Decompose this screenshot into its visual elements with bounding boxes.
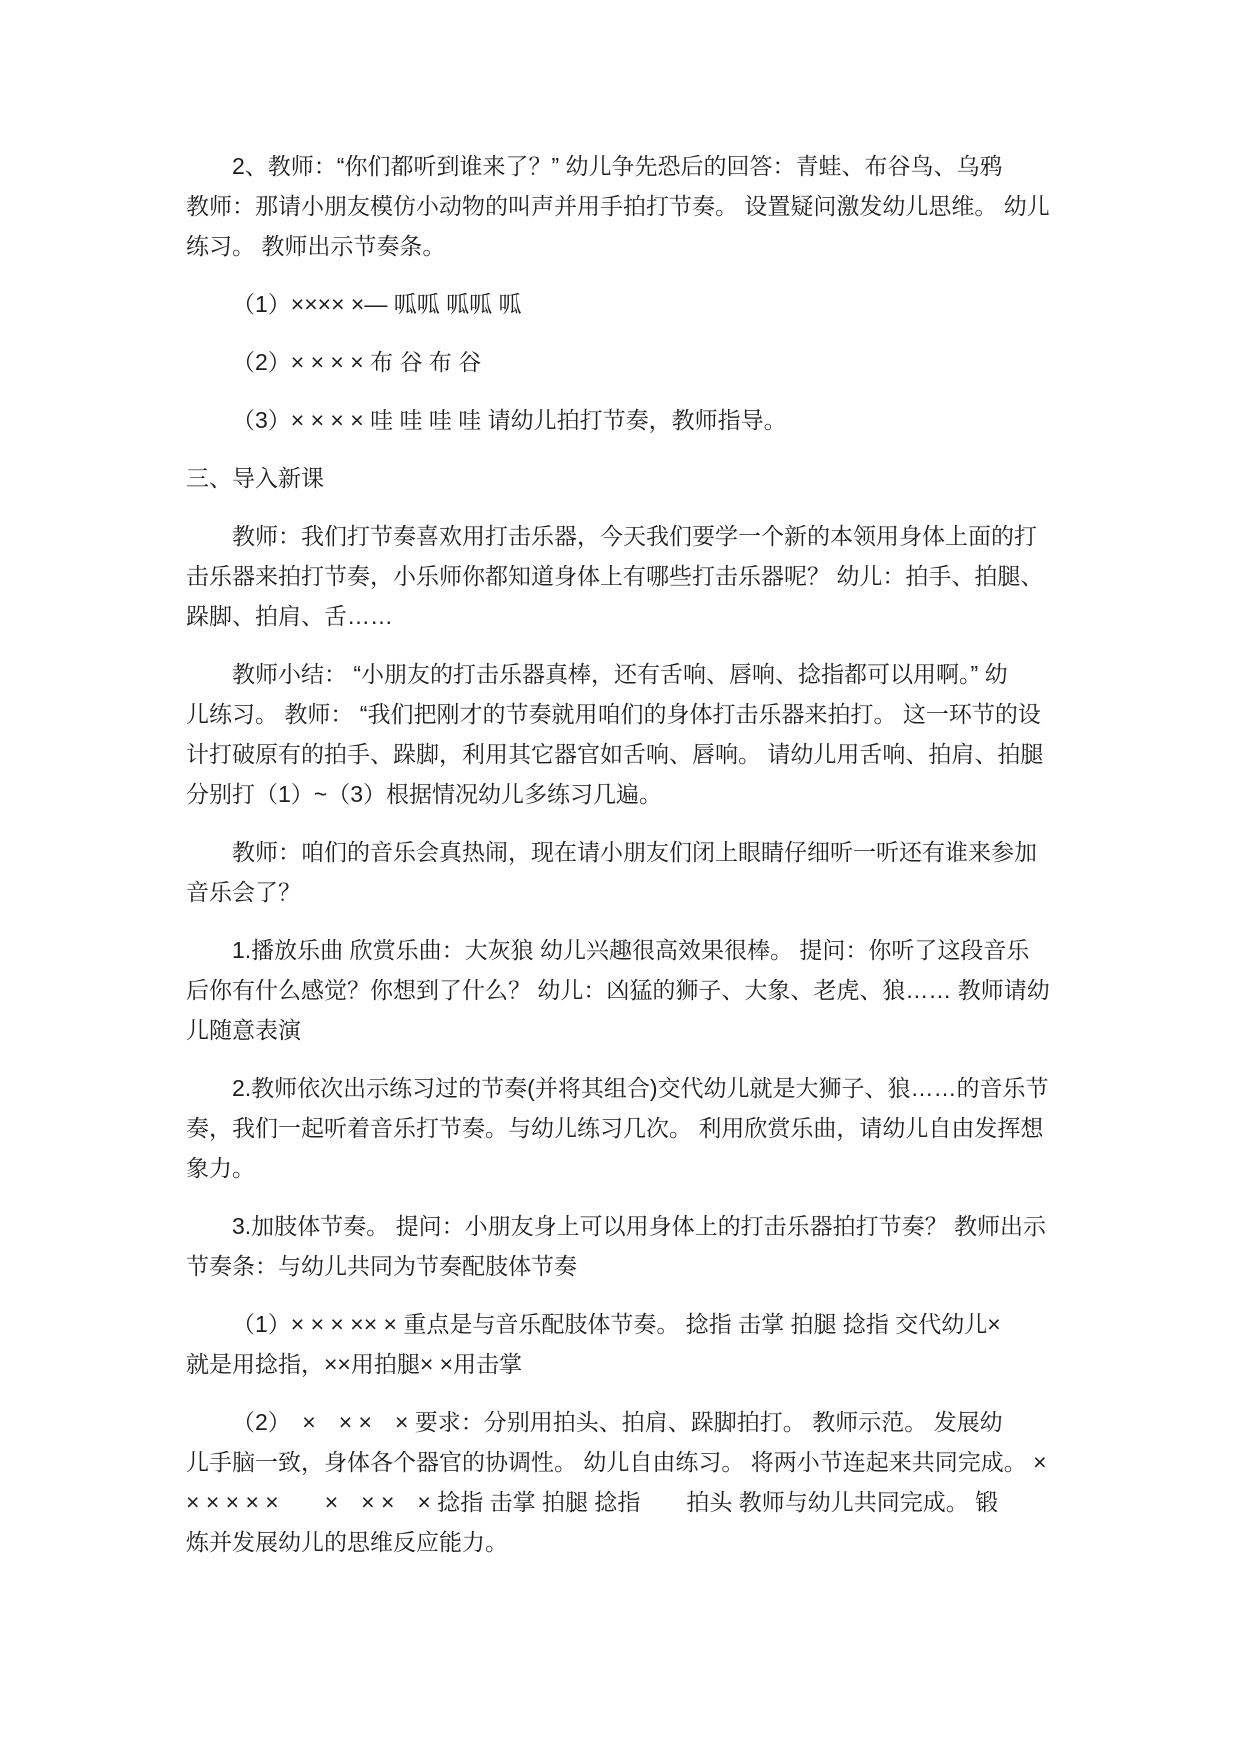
text-line: （2）× × × × 布 谷 布 谷 [232, 349, 482, 375]
text-line: 音乐会了？ [186, 879, 301, 905]
text-line: 奏，我们一起听着音乐打节奏。与幼儿练习几次。 利用欣赏乐曲，请幼儿自由发挥想 [186, 1115, 1044, 1141]
text-line: 击乐器来拍打节奏，小乐师你都知道身体上有哪些打击乐器呢？ 幼儿：拍手、拍腿、 [186, 563, 1044, 589]
text-line: 节奏条：与幼儿共同为节奏配肢体节奏 [186, 1253, 577, 1279]
text-line: 教师：那请小朋友模仿小动物的叫声并用手拍打节奏。 设置疑问激发幼儿思维。 幼儿 [186, 193, 1050, 219]
text-line: （1）× × × ×× × 重点是与音乐配肢体节奏。 捻指 击掌 拍腿 捻指 交代幼儿× [232, 1311, 1001, 1337]
text-line: 教师：我们打节奏喜欢用打击乐器，今天我们要学一个新的本领用身体上面的打 [232, 523, 1037, 549]
text-line: （3）× × × × 哇 哇 哇 哇 请幼儿拍打节奏，教师指导。 [232, 407, 787, 433]
text-line: × × × × × × × × × 捻指 击掌 拍腿 捻指 拍头 教师与幼儿共同完成。 锻 [186, 1489, 999, 1515]
text-line: 计打破原有的拍手、跺脚，利用其它器官如舌响、唇响。 请幼儿用舌响、拍肩、拍腿 [186, 741, 1044, 767]
text-line: 儿随意表演 [186, 1017, 301, 1043]
paragraph [186, 832, 1055, 912]
text-line: 2.教师依次出示练习过的节奏(并将其组合)交代幼儿就是大狮子、狼……的音乐节 [232, 1075, 1049, 1101]
text-line: 后你有什么感觉？你想到了什么？ 幼儿：凶猛的狮子、大象、老虎、狼…… 教师请幼 [186, 977, 1050, 1003]
rhythm-paragraph-2 [186, 1402, 1055, 1562]
rhythm-line-3 [186, 400, 1055, 440]
text-line: 1.播放乐曲 欣赏乐曲：大灰狼 幼儿兴趣很高效果很棒。 提问：你听了这段音乐 [232, 937, 1030, 963]
rhythm-line-2 [186, 342, 1055, 382]
paragraph [186, 516, 1055, 636]
text-line: 就是用捻指，××用拍腿× ×用击掌 [186, 1351, 523, 1377]
text-line: （2） × × × × 要求：分别用拍头、拍肩、跺脚拍打。 教师示范。 发展幼 [232, 1409, 1003, 1435]
rhythm-paragraph-1 [186, 1304, 1055, 1384]
text-line: 练习。 教师出示节奏条。 [186, 233, 446, 259]
paragraph [186, 654, 1055, 814]
text-line: 教师小结： “小朋友的打击乐器真棒，还有舌响、唇响、捻指都可以用啊。” 幼 [232, 661, 1008, 687]
text-line: （1）×××× ×— 呱呱 呱呱 呱 [232, 291, 522, 317]
section-heading-text: 三、导入新课 [186, 465, 324, 491]
paragraph [186, 1068, 1055, 1188]
text-line: 分别打（1）~（3）根据情况幼儿多练习几遍。 [186, 781, 663, 807]
text-line: 儿手脑一致，身体各个器官的协调性。 幼儿自由练习。 将两小节连起来共同完成。 × [186, 1449, 1047, 1475]
text-line: 跺脚、拍肩、舌…… [186, 603, 393, 629]
paragraph [186, 146, 1055, 266]
paragraph [186, 930, 1055, 1050]
text-line: 3.加肢体节奏。 提问：小朋友身上可以用身体上的打击乐器拍打节奏？ 教师出示 [232, 1213, 1046, 1239]
rhythm-line-1 [186, 284, 1055, 324]
text-line: 象力。 [186, 1155, 255, 1181]
text-line: 教师：咱们的音乐会真热闹，现在请小朋友们闭上眼睛仔细听一听还有谁来参加 [232, 839, 1037, 865]
paragraph [186, 1206, 1055, 1286]
section-heading [186, 458, 1055, 498]
text-line: 2、教师：“你们都听到谁来了？” 幼儿争先恐后的回答：青蛙、布谷鸟、乌鸦 [232, 153, 1003, 179]
text-line: 炼并发展幼儿的思维反应能力。 [186, 1529, 508, 1555]
text-line: 儿练习。 教师： “我们把刚才的节奏就用咱们的身体打击乐器来拍打。 这一环节的设 [186, 701, 1041, 727]
